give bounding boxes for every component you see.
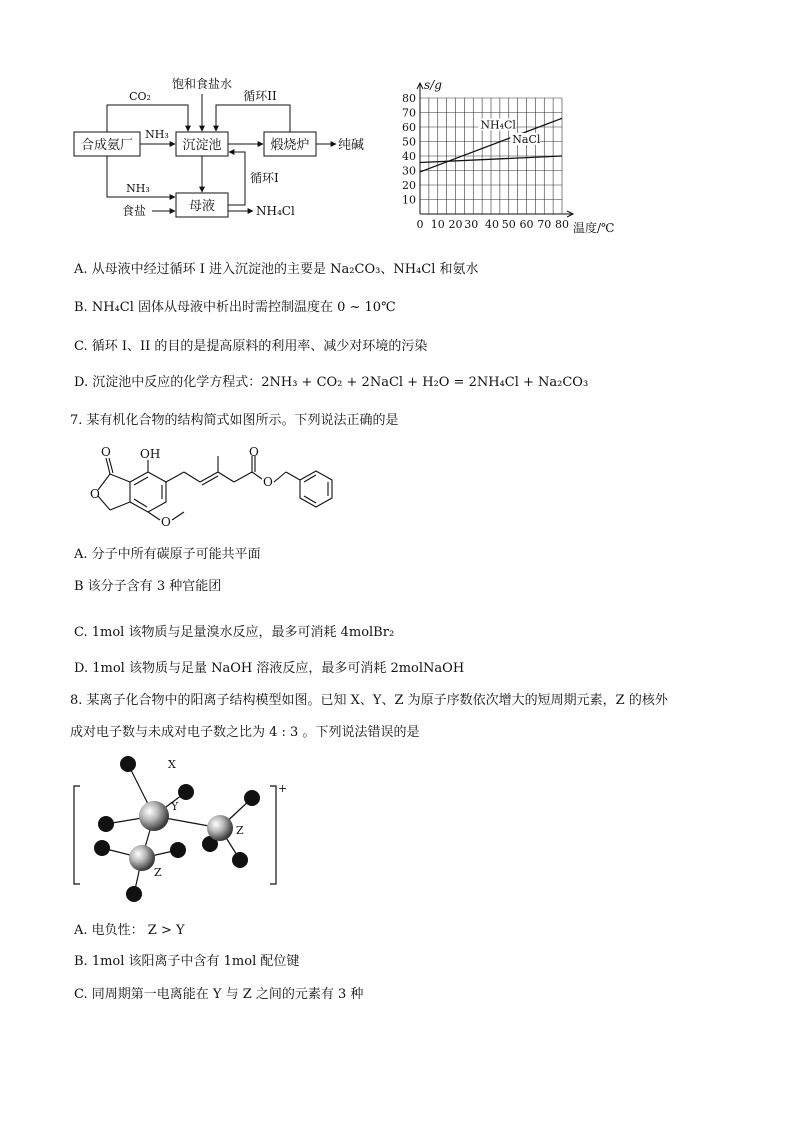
q7-stem: 7. 某有机化合物的结构简式如图所示。下列说法正确的是 bbox=[70, 413, 399, 428]
q7-option-d: D. 1mol 该物质与足量 NaOH 溶液反应，最多可消耗 2molNaOH bbox=[74, 661, 465, 676]
brine-label: 饱和食盐水 bbox=[171, 77, 233, 91]
q7-molecule-structure bbox=[66, 446, 336, 538]
precipitation-tank-label: 沉淀池 bbox=[182, 138, 222, 153]
y-tick-label: 50 bbox=[402, 135, 416, 149]
loop2-label: 循环II bbox=[243, 89, 277, 103]
q6-option-a: A. 从母液中经过循环 I 进入沉淀池的主要是 Na₂CO₃、NH₄Cl 和氨水 bbox=[74, 262, 479, 277]
y-tick-label: 20 bbox=[402, 179, 416, 192]
q6-option-b: B. NH₄Cl 固体从母液中析出时需控制温度在 0 ~ 10℃ bbox=[74, 300, 396, 315]
q7-o-lactone-top: O bbox=[101, 446, 111, 459]
q8-cation-model bbox=[66, 752, 296, 912]
chart-grid bbox=[417, 83, 573, 217]
y-tick-label: 40 bbox=[402, 150, 416, 163]
x-tick-label: 40 bbox=[485, 218, 499, 231]
x-axis-label: 温度/℃ bbox=[573, 221, 615, 235]
loop1-arrow bbox=[228, 152, 245, 205]
q7-oh-label: OH bbox=[140, 447, 161, 461]
x-tick-label: 30 bbox=[464, 218, 479, 231]
nh3-top-label: NH₃ bbox=[145, 128, 169, 141]
mother-liquor-label: 母液 bbox=[188, 199, 216, 214]
q8-option-b: B. 1mol 该阳离子中含有 1mol 配位键 bbox=[74, 954, 300, 969]
solubility-chart bbox=[390, 72, 630, 240]
x-tick-label: 0 bbox=[416, 218, 424, 231]
x-tick-label: 70 bbox=[537, 218, 552, 231]
q8-label-z2: Z bbox=[154, 866, 162, 879]
nh4cl-out-label: NH₄Cl bbox=[256, 204, 295, 218]
x-tick-label: 80 bbox=[555, 218, 569, 231]
x-tick-label: 60 bbox=[519, 218, 534, 231]
y-tick-label: 60 bbox=[402, 121, 416, 134]
y-tick-label: 10 bbox=[402, 193, 416, 207]
q7-o-ester-top: O bbox=[249, 446, 259, 459]
q8-stem-line1: 8. 某离子化合物中的阳离子结构模型如图。已知 X、Y、Z 为原子序数依次增大的短周期元素，Z 的核外 bbox=[70, 693, 668, 708]
q8-stem-line2: 成对电子数与未成对电子数之比为 4 : 3 。下列说法错误的是 bbox=[70, 725, 420, 740]
loop1-label: 循环I bbox=[250, 171, 279, 185]
calciner-label: 煅烧炉 bbox=[270, 138, 310, 153]
y-tick-label: 80 bbox=[402, 92, 416, 105]
x-tick-label: 10 bbox=[430, 218, 445, 231]
x-tick-label: 20 bbox=[448, 218, 463, 231]
q7-option-c: C. 1mol 该物质与足量溴水反应，最多可消耗 4molBr₂ bbox=[74, 625, 395, 640]
q8-atom-y bbox=[139, 801, 169, 831]
q8-label-x: X bbox=[168, 758, 176, 771]
y-tick-label: 30 bbox=[402, 164, 416, 178]
co2-label: CO₂ bbox=[129, 90, 151, 103]
y-axis-label: s/g bbox=[424, 78, 442, 92]
q8-label-z1: Z bbox=[236, 824, 244, 837]
q7-o-methoxy: O bbox=[161, 515, 171, 529]
q7-option-b: B 该分子含有 3 种官能团 bbox=[74, 579, 222, 594]
q7-option-a: A. 分子中所有碳原子可能共平面 bbox=[74, 547, 261, 562]
q8-charge-label: + bbox=[278, 782, 288, 795]
series-label-nacl: NaCl bbox=[512, 132, 541, 146]
loop2-arrow bbox=[216, 105, 290, 132]
q8-atom-z1 bbox=[207, 815, 233, 841]
soda-label: 纯碱 bbox=[338, 138, 365, 153]
q7-o-ester: O bbox=[263, 475, 273, 489]
nh3-bottom-label: NH₃ bbox=[126, 182, 150, 195]
q8-label-y: Y bbox=[171, 800, 179, 813]
q6-option-c: C. 循环 I、II 的目的是提高原料的利用率、减少对环境的污染 bbox=[74, 339, 428, 354]
ammonia-plant-label: 合成氨厂 bbox=[80, 138, 134, 153]
q6-option-d: D. 沉淀池中反应的化学方程式：2NH₃ + CO₂ + 2NaCl + H₂O = 2NH₄Cl + Na₂CO₃ bbox=[74, 375, 589, 390]
q8-option-a: A. 电负性： Z > Y bbox=[74, 923, 185, 938]
q7-o-ring: O bbox=[90, 487, 100, 501]
process-flowchart bbox=[60, 72, 380, 232]
q8-atom-z2 bbox=[129, 845, 155, 871]
x-tick-label: 50 bbox=[501, 218, 516, 231]
q8-option-c: C. 同周期第一电离能在 Y 与 Z 之间的元素有 3 种 bbox=[74, 987, 364, 1002]
series-label-nh4cl: NH₄Cl bbox=[480, 118, 516, 132]
y-tick-label: 70 bbox=[402, 106, 416, 120]
salt-label: 食盐 bbox=[122, 204, 147, 218]
